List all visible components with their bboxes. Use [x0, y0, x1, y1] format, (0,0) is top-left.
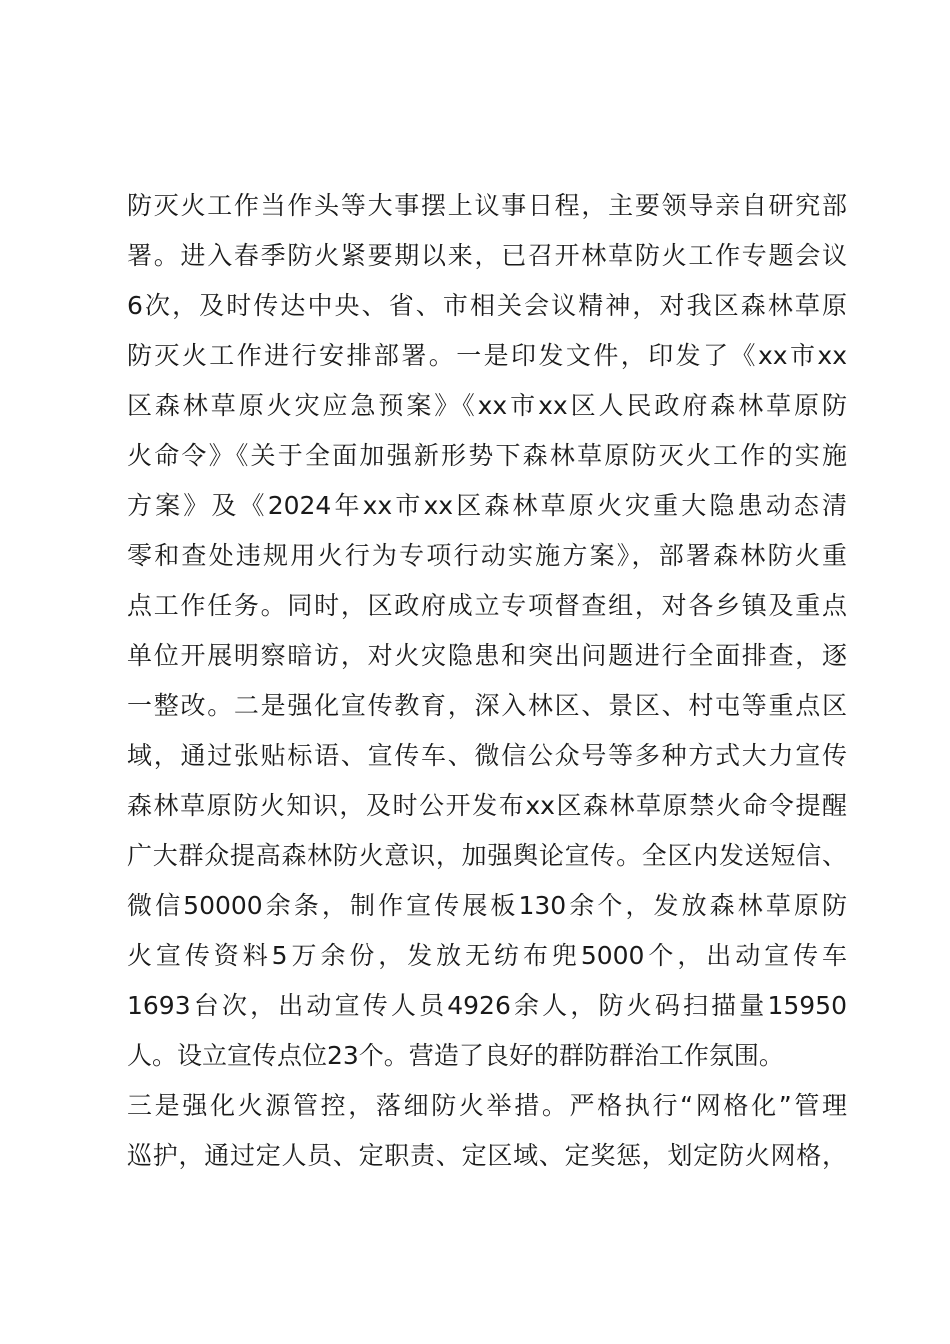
text-line: 森林草原防火知识，及时公开发布xx区森林草原禁火命令提醒 [127, 791, 847, 820]
text-line: 火命令》《关于全面加强新形势下森林草原防灭火工作的实施 [127, 441, 847, 470]
text-line: 广大群众提高森林防火意识，加强舆论宣传。全区内发送短信、 [127, 841, 847, 870]
text-line: 点工作任务。同时，区政府成立专项督查组，对各乡镇及重点 [127, 591, 847, 620]
text-line: 防灭火工作进行安排部署。一是印发文件，印发了《xx市xx [127, 341, 847, 370]
text-line: 一整改。二是强化宣传教育，深入林区、景区、村屯等重点区 [127, 691, 847, 720]
text-line: 巡护，通过定人员、定职责、定区域、定奖惩，划定防火网格， [127, 1141, 847, 1170]
text-line: 零和查处违规用火行为专项行动实施方案》，部署森林防火重 [127, 541, 847, 570]
text-line: 防灭火工作当作头等大事摆上议事日程，主要领导亲自研究部 [127, 191, 847, 220]
text-line: 区森林草原火灾应急预案》《xx市xx区人民政府森林草原防 [127, 391, 847, 420]
text-line: 方案》及《2024年xx市xx区森林草原火灾重大隐患动态清 [127, 491, 847, 520]
text-line: 1693台次，出动宣传人员4926余人，防火码扫描量15950 [127, 991, 847, 1020]
text-line: 三是强化火源管控，落细防火举措。严格执行“网格化”管理 [127, 1091, 847, 1120]
text-line: 微信50000余条，制作宣传展板130余个，发放森林草原防 [127, 891, 847, 920]
text-line: 人。设立宣传点位23个。营造了良好的群防群治工作氛围。 [127, 1041, 784, 1070]
text-line: 域，通过张贴标语、宣传车、微信公众号等多种方式大力宣传 [127, 741, 847, 770]
text-line: 单位开展明察暗访，对火灾隐患和突出问题进行全面排查，逐 [127, 641, 847, 670]
text-line: 6次，及时传达中央、省、市相关会议精神，对我区森林草原 [127, 291, 847, 320]
text-line: 署。进入春季防火紧要期以来，已召开林草防火工作专题会议 [127, 241, 847, 270]
body-paragraph [127, 181, 847, 1181]
text-line: 火宣传资料5万余份，发放无纺布兜5000个，出动宣传车 [127, 941, 847, 970]
